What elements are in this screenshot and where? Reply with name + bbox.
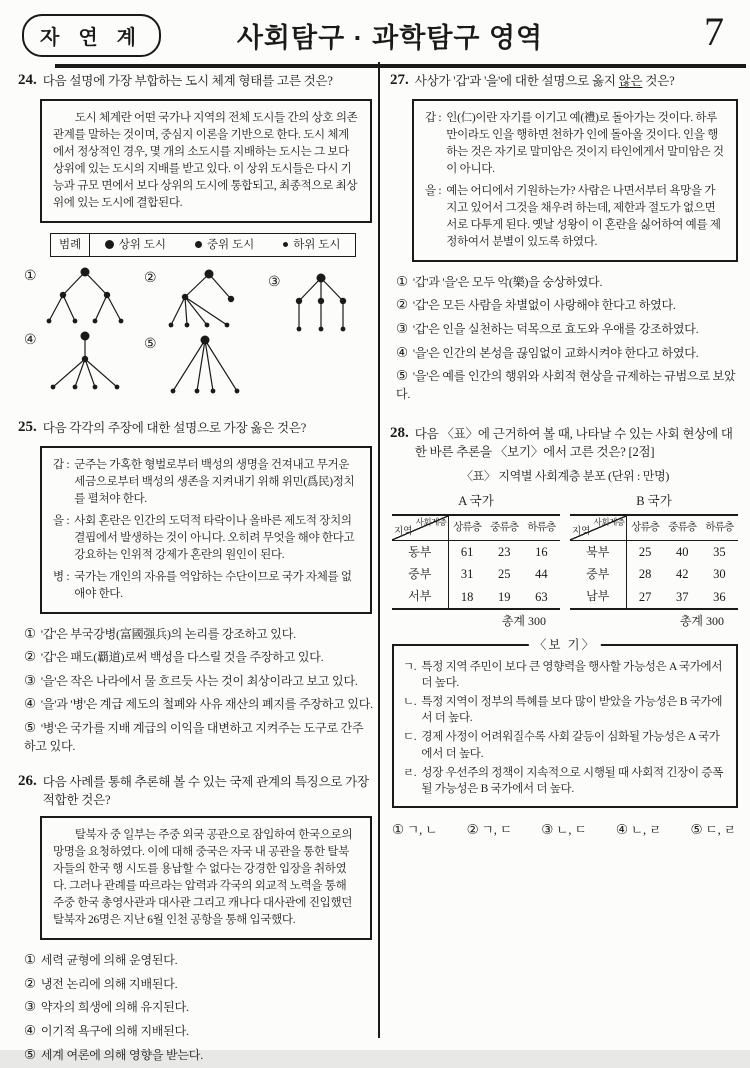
question-text: 다음 각각의 주장에 대한 설명으로 가장 옳은 것은? [42, 420, 307, 435]
city-hierarchy-option-3 [268, 271, 359, 335]
track-label-badge: 자 연 계 [22, 14, 161, 57]
q26-options [24, 950, 374, 1064]
region-cell: 동부 [392, 541, 448, 564]
speaker-gap [53, 457, 359, 508]
question-27 [390, 70, 740, 407]
question-number: 24. [18, 72, 37, 88]
bogi-item-label: ㄱ. [403, 661, 417, 674]
option-text: ㄱ, ㄴ [407, 822, 438, 837]
distribution-table-b [570, 514, 738, 610]
bogi-item [403, 765, 727, 797]
speaker-text: 군주는 가혹한 형벌로부터 백성의 생명을 건져내고 무거운 세금으로부터 백성의 생존을 지켜내기 위해 위민(爲民)정치를 펼쳐야 한다. [74, 458, 355, 505]
answer-option [24, 997, 374, 1017]
column-header: 중류층 [668, 522, 697, 534]
value-cell: 28 [638, 567, 652, 582]
value-cell: 35 [713, 545, 726, 560]
value-cell: 63 [535, 589, 548, 604]
legend-item-label: 하위 도시 [293, 238, 341, 251]
table-row [570, 563, 738, 585]
question-number: 28. [390, 425, 409, 442]
question-25-head [18, 417, 374, 439]
table-a-total: 총계 300 [501, 613, 546, 628]
column-header: 하류층 [705, 522, 734, 534]
speaker-text: 국가는 개인의 자유를 억압하는 수단이므로 국가 자체를 없애야 한다. [74, 570, 352, 600]
bogi-item-text: 특정 지역 주민이 보다 큰 영향력을 행사할 가능성은 A 국가에서 더 높다. [421, 661, 723, 690]
speaker-label: 을 : [53, 514, 70, 527]
tree-diagram-5-icon [159, 333, 251, 397]
option-number: ③ [268, 274, 281, 290]
tree-diagram-2-icon [159, 267, 251, 331]
legend-item-upper-city [105, 237, 166, 254]
corner-label-bottom: 지역 [572, 526, 591, 537]
option-number: ③ [24, 672, 36, 688]
answer-option [392, 820, 438, 840]
value-cell: 37 [676, 589, 689, 604]
option-number: ③ [541, 821, 554, 837]
table-row [392, 541, 560, 564]
answer-option [467, 820, 513, 840]
answer-option [24, 950, 374, 970]
bogi-item-label: ㄹ. [403, 766, 417, 779]
value-cell: 23 [498, 545, 511, 560]
answer-option [396, 319, 740, 339]
medium-dot-icon [195, 241, 202, 248]
option-text: '을'과 '병'은 계급 제도의 철폐와 사유 재산의 폐지를 주장하고 있다. [40, 697, 373, 712]
question-text: 다음 사례를 통해 추론해 볼 수 있는 국제 관계의 특징으로 가장 적합한 것은? [42, 774, 369, 808]
q25-passage-box [40, 446, 372, 614]
bogi-item-label: ㄷ. [403, 731, 417, 744]
option-number: ④ [24, 696, 36, 712]
option-number: ② [396, 297, 408, 313]
question-text: 다음 설명에 가장 부합하는 도시 체계 형태를 고른 것은? [42, 74, 333, 88]
table-row [392, 586, 560, 609]
question-number: 27. [390, 72, 409, 88]
option-number: ① [24, 952, 36, 968]
table-row [570, 586, 738, 609]
option-text: ㄱ, ㄷ [481, 822, 513, 837]
value-cell: 25 [498, 567, 511, 582]
option-text: 냉전 논리에 의해 지배된다. [40, 976, 178, 991]
speaker-eul [53, 513, 359, 564]
city-hierarchy-option-1 [24, 265, 131, 329]
speaker-label: 갑 : [425, 111, 442, 124]
option-number: ② [24, 975, 36, 991]
value-cell: 42 [676, 567, 689, 582]
speaker-eul [425, 183, 725, 251]
value-cell: 30 [713, 567, 726, 582]
option-text: '갑'은 패도(覇道)로써 백성을 다스릴 것을 주장하고 있다. [40, 650, 324, 665]
question-text-underlined: 않은 [618, 74, 643, 88]
region-cell: 중부 [570, 563, 626, 585]
option-number: ① [392, 821, 405, 837]
option-text: ㄴ, ㄹ [630, 822, 662, 837]
left-column [18, 70, 374, 1068]
answer-option [24, 718, 374, 755]
question-text-suffix: 것은? [642, 74, 675, 88]
answer-option [396, 295, 740, 315]
corner-label-bottom: 지역 [394, 526, 413, 537]
speaker-text: 사회 혼란은 인간의 도덕적 타락이나 올바른 제도적 장치의 결핍에서 발생하는 것이 아니다. 오히려 무엇을 해야 한다고 강요하는 인위적 강제가 혼란의 원인이 된다. [74, 514, 355, 561]
answer-option [541, 820, 587, 840]
option-number: ② [24, 649, 36, 665]
question-26-head [18, 771, 374, 809]
country-a-table [392, 492, 560, 630]
option-text: '을'은 인간의 본성을 끊임없이 교화시켜야 한다고 하였다. [412, 345, 699, 360]
bogi-item-text: 특정 지역이 정부의 특혜를 보다 많이 받았을 가능성은 B 국가에서 더 높다. [421, 696, 723, 725]
region-cell: 북부 [570, 541, 626, 564]
option-number: ② [466, 821, 479, 837]
value-cell: 31 [460, 567, 474, 582]
legend-items [90, 237, 355, 254]
q27-options [396, 272, 740, 403]
value-cell: 44 [535, 567, 548, 582]
answer-option [690, 820, 736, 840]
q24-passage-box [40, 99, 372, 223]
value-cell: 19 [498, 589, 511, 604]
option-number: ④ [24, 1022, 36, 1038]
answer-option [24, 671, 374, 691]
legend-item-label: 상위 도시 [118, 238, 166, 251]
value-cell: 40 [676, 545, 689, 560]
speaker-gap [425, 110, 725, 178]
table-row [570, 541, 738, 564]
city-hierarchy-option-4 [24, 329, 131, 393]
option-number: ② [144, 270, 157, 286]
option-number: ⑤ [690, 821, 703, 837]
q27-passage-box [412, 99, 738, 262]
country-a-label: A 국가 [458, 493, 494, 508]
answer-option [396, 366, 740, 403]
question-27-head [390, 70, 740, 92]
value-cell: 61 [460, 545, 474, 560]
speaker-label: 갑 : [53, 458, 70, 471]
option-number: ③ [396, 321, 408, 336]
question-26 [18, 771, 374, 1064]
question-24 [18, 70, 374, 401]
legend-item-middle-city [195, 237, 254, 254]
question-24-head [18, 70, 374, 92]
corner-label-top: 사회계층 [593, 516, 625, 527]
option-number: ⑤ [24, 1046, 36, 1062]
small-dot-icon [283, 242, 288, 247]
question-text-prefix: 사상가 '갑'과 '을'에 대한 설명으로 옳지 [414, 74, 619, 88]
speaker-byeong [53, 569, 359, 603]
question-text: 다음 〈표〉에 근거하여 볼 때, 나타날 수 있는 사회 현상에 대한 바른 추론을 〈보기〉에서 고른 것은? [2점] [414, 427, 733, 460]
answer-option [24, 974, 374, 994]
bogi-item [403, 659, 727, 691]
option-number: ⑤ [144, 336, 157, 352]
column-header: 상류층 [631, 522, 660, 534]
table-b-total: 총계 300 [679, 613, 724, 628]
value-cell: 27 [638, 589, 652, 604]
q28-answer-options [392, 820, 736, 840]
country-b-label: B 국가 [636, 493, 672, 508]
answer-option [616, 820, 662, 840]
option-number: ① [24, 625, 36, 641]
bogi-item [403, 694, 727, 726]
section-title: 사회탐구 · 과학탐구 영역 [236, 23, 544, 53]
answer-option [396, 272, 740, 292]
option-text: 세계 여론에 의해 영향을 받는다. [40, 1047, 204, 1062]
bogi-title: 〈보 기〉 [529, 637, 601, 655]
option-number: ① [396, 273, 408, 289]
option-number: ④ [24, 332, 37, 348]
q26-passage-text: 탈북자 중 일부는 주중 외국 공관으로 잠입하여 한국으로의 망명을 요청하였다. 이에 대해 중국은 자국 내 공관을 통한 탈북자들의 한국 행 시도를 용납할 수 없다는 강경한 입장을 취하였다. 그러나 관례를 따르라는 압력과 각국의 외교적 노력을 통해 주중 한국 총영사관과 대사관 그리고 캐나다 대사관에 진입했던 탈북자 26명은 지난 6월 인천 공항을 통해 입국했다. [53, 829, 353, 927]
tree-diagram-1-icon [39, 265, 131, 329]
q25-options [24, 624, 374, 755]
value-cell: 25 [638, 545, 652, 560]
answer-option [24, 1021, 374, 1041]
legend-label: 범례 [51, 234, 90, 256]
tree-diagram-3-icon [283, 271, 359, 335]
tree-diagram-4-icon [39, 329, 131, 393]
country-tables [390, 492, 740, 630]
speaker-label: 병 : [53, 570, 70, 583]
option-text: '갑'은 부국강병(富國强兵)의 논리를 강조하고 있다. [40, 626, 296, 641]
table-row [392, 563, 560, 585]
option-text: ㄴ, ㄷ [556, 822, 587, 837]
option-number: ④ [396, 344, 408, 360]
column-divider [378, 62, 380, 1038]
question-number: 25. [18, 418, 37, 435]
country-b-table [570, 492, 738, 630]
speaker-text: 예는 어디에서 기원하는가? 사람은 나면서부터 욕망을 가지고 있어서 그것을 채우려 하는데, 제한과 절도가 없으면 서로 다투게 된다. 옛날 성왕이 이 혼란을 싫어하여 예를 제정하여서 분별이 있도록 하였다. [446, 184, 721, 248]
value-cell: 16 [535, 545, 548, 560]
large-dot-icon [105, 240, 114, 249]
question-28-head [390, 423, 740, 461]
option-text: '병'은 국가를 지배 계급의 이익을 대변하고 지켜주는 도구로 간주하고 있다. [24, 720, 364, 753]
page-number: 7 [704, 9, 724, 54]
region-cell: 서부 [392, 586, 448, 609]
option-number: ⑤ [396, 368, 408, 384]
distribution-table-a [392, 514, 560, 610]
option-text: '갑'과 '을'은 모두 악(樂)을 숭상하였다. [412, 274, 603, 289]
value-cell: 18 [460, 589, 474, 604]
option-number: ① [24, 268, 37, 284]
question-number: 26. [18, 772, 37, 789]
column-header: 중류층 [490, 522, 519, 534]
corner-label-top: 사회계층 [415, 516, 447, 527]
region-cell: 중부 [392, 563, 448, 585]
table-title: 〈표〉 지역별 사회계층 분포 (단위 : 만명) [460, 469, 670, 484]
option-text: ㄷ, ㄹ [705, 822, 736, 837]
option-text: 약자의 희생에 의해 유지된다. [40, 1000, 189, 1015]
option-number: ⑤ [24, 719, 36, 735]
legend-item-label: 중위 도시 [206, 238, 255, 251]
option-text: 세력 균형에 의해 운영된다. [40, 953, 178, 968]
question-25 [18, 417, 374, 755]
option-text: '을'은 예를 인간의 행위와 사회적 현상을 규제하는 규범으로 보았다. [396, 369, 736, 401]
speaker-label: 을 : [425, 184, 442, 197]
answer-option [24, 1045, 374, 1065]
answer-option [24, 647, 374, 667]
value-cell: 36 [713, 589, 726, 604]
question-text [415, 70, 675, 90]
bogi-item-label: ㄴ. [403, 696, 417, 709]
header-rule [55, 64, 746, 68]
option-text: 이기적 욕구에 의해 지배된다. [40, 1023, 189, 1038]
answer-option [24, 694, 374, 714]
q26-passage-box [40, 816, 372, 940]
q24-legend-box [50, 233, 356, 257]
bogi-item-text: 성장 우선주의 정책이 지속적으로 시행될 때 사회적 긴장이 증폭될 가능성은 B 국가에서 더 높다. [421, 766, 724, 795]
city-hierarchy-option-2 [144, 267, 251, 331]
q24-passage-text: 도시 체계란 어떤 국가나 지역의 전체 도시들 간의 상호 의존 관계를 말하는 것이며, 중심지 이론을 기반으로 한다. 도시 체계에서 정상적인 경우, 몇 개의 소도시를 지배하는 도시는 그 보다 상위에 있는 도시의 지배를 받고 있다. 이 상위 도시들은 다시 기능과 규모 면에서 보다 상위의 도시에 통합되고, 최종적으로 최상위에 있는 도시에 결합된다. [53, 111, 358, 209]
table-corner-cell [392, 515, 448, 541]
column-header: 하류층 [527, 522, 556, 534]
question-28 [390, 423, 740, 839]
option-number: ④ [615, 821, 628, 837]
bogi-item-text: 경제 사정이 어려워질수록 사회 갈등이 심화될 가능성은 A 국가에서 더 높다. [421, 731, 720, 760]
bogi-box [392, 638, 738, 808]
page-header [0, 6, 750, 62]
column-header: 상류층 [453, 522, 482, 534]
q24-diagrams [18, 265, 374, 401]
bogi-item [403, 729, 727, 761]
option-number: ③ [24, 999, 36, 1015]
answer-option [24, 624, 374, 644]
city-hierarchy-option-5 [144, 333, 251, 397]
option-text: '갑'은 인을 실천하는 덕목으로 효도와 우애를 강조하였다. [412, 322, 699, 336]
option-text: '갑'은 모든 사람을 차별없이 사랑해야 한다고 하였다. [412, 298, 676, 313]
option-text: '을'은 작은 나라에서 물 흐르듯 사는 것이 최상이라고 보고 있다. [40, 673, 358, 688]
speaker-text: 인(仁)이란 자기를 이기고 예(禮)로 돌아가는 것이다. 하루만이라도 인을 행하면 천하가 인에 돌아올 것이다. 인을 행하는 것은 자기로 말미암은 것이지 타인에게서 말미암은 것이 아니다. [446, 111, 724, 175]
table-corner-cell [570, 515, 626, 541]
region-cell: 남부 [570, 586, 626, 609]
legend-item-lower-city [283, 237, 340, 254]
right-column [390, 70, 740, 1042]
answer-option [396, 343, 740, 363]
